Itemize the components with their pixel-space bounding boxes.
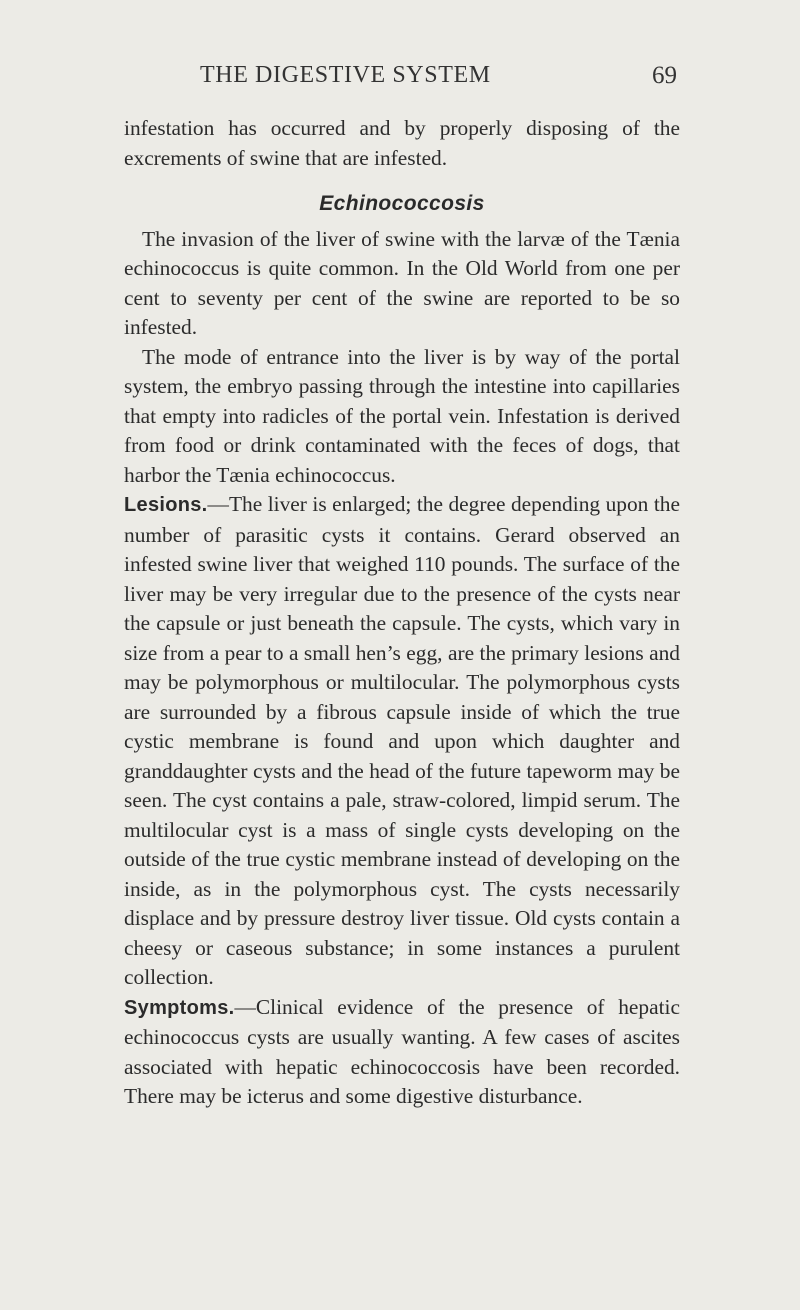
symptoms-text: —Clinical evidence of the presence of hepatic echinococcus cysts are usually wanting. A few cases of ascites associated with hepatic echinococcosis have been recorded. There may be icterus and some digestive disturbance. (124, 994, 680, 1108)
running-title: THE DIGESTIVE SYSTEM (200, 62, 491, 88)
page-number: 69 (652, 62, 677, 89)
section-heading: Echinococcosis (319, 192, 485, 215)
continued-paragraph: infestation has occurred and by properly disposing of the excrements of swine that are infested. (124, 116, 680, 170)
running-head (0, 62, 800, 96)
symptoms-run-in-heading: Symptoms. (124, 996, 235, 1019)
lesions-run-in-heading: Lesions. (124, 494, 208, 516)
body-text (124, 114, 680, 1112)
paragraph-symptoms (124, 993, 680, 1112)
paragraph-invasion: The invasion of the liver of swine with the larvæ of the Tænia echinococcus is quite common. In the Old World from one per cent to seventy per cent of the swine are reported to be so infested. (124, 226, 680, 339)
paragraph-lesions (124, 490, 680, 993)
lesions-text: —The liver is enlarged; the degree depending upon the number of parasitic cysts it contains. Gerard observed an infested swine liver that weighed 110 pounds. The surface of the liver may be very irregular due to the presence of the cysts near the capsule or just beneath the capsule. The cysts, which vary in size from a pear to a small hen’s egg, are the primary lesions and may be polymorphous or multilocular. The polymorphous cysts are surrounded by a fibrous capsule inside of which the true cystic membrane is found and upon which daughter and granddaughter cysts and the head of the future tapeworm may be seen. The cyst contains a pale, straw-colored, limpid serum. The multilocular cyst is a mass of single cysts developing on the outside of the true cystic membrane instead of developing on the inside, as in the polymorphous cyst. The cysts necessarily displace and by pressure destroy liver tissue. Old cysts contain a cheesy or caseous substance; in some instances a purulent collection. (124, 492, 680, 989)
paragraph-mode-of-entrance: The mode of entrance into the liver is by way of the portal system, the embryo passing through the intestine into capillaries that empty into radicles of the portal vein. Infestation is derived from food or drink contaminated with the feces of dogs, that harbor the Tænia echinococcus. (124, 344, 680, 487)
